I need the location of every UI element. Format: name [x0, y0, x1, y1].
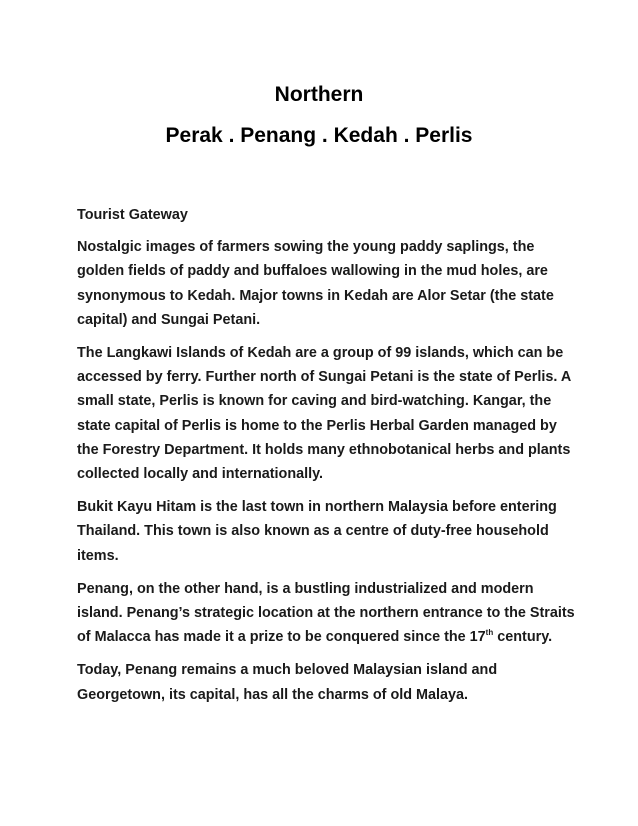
paragraph-georgetown: Today, Penang remains a much beloved Malaysian island and Georgetown, its capital, has all the charms of old Malaya.	[77, 662, 498, 703]
document-body	[77, 203, 577, 716]
ordinal-superscript: th	[485, 628, 494, 638]
paragraph-penang	[77, 577, 577, 650]
page-title: Northern	[274, 83, 364, 106]
paragraph-langkawi-perlis: The Langkawi Islands of Kedah are a group of 99 islands, which can be accessed by ferry. Further north of Sungai Petani is the state of Perlis. A small state, Perlis is known for caving and bird-watching. Kangar, the state capital of Perlis is home to the Perlis Herbal Garden managed by the Forestry Department. It holds many ethnobotanical herbs and plants collected locally and internationally.	[77, 345, 571, 483]
paragraph-bukit-kayu-hitam: Bukit Kayu Hitam is the last town in northern Malaysia before entering Thailand. This town is also known as a centre of duty-free household items.	[77, 499, 557, 564]
paragraph-penang-text: Penang, on the other hand, is a bustling industrialized and modern island. Penang’s strategic location at the northern entrance to the Straits of Malacca has made it a prize to be conquered since the 17	[77, 580, 575, 646]
section-label: Tourist Gateway	[77, 207, 188, 223]
page-subtitle: Perak . Penang . Kedah . Perlis	[165, 124, 473, 147]
paragraph-kedah: Nostalgic images of farmers sowing the young paddy saplings, the golden fields of paddy and buffaloes wallowing in the mud holes, are synonymous to Kedah. Major towns in Kedah are Alor Setar (the state capital) and Sungai Petani.	[77, 239, 554, 328]
paragraph-penang-end: century.	[493, 629, 553, 646]
